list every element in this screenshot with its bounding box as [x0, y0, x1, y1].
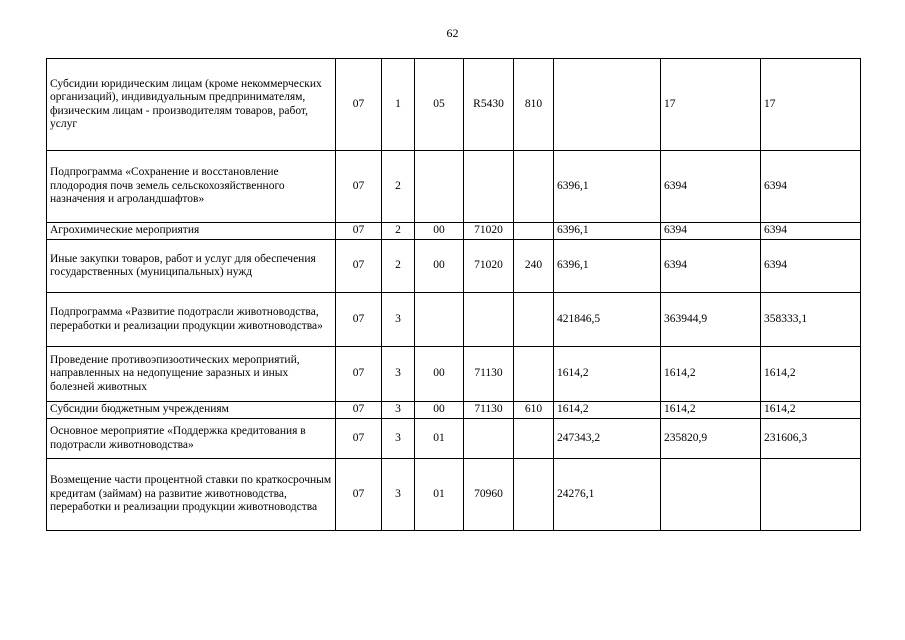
amount-1: 421846,5 — [554, 293, 661, 347]
amount-1: 6396,1 — [554, 240, 661, 293]
direction-code — [464, 151, 514, 223]
section-code: 07 — [336, 459, 382, 531]
section-code: 07 — [336, 419, 382, 459]
subprogram-code: 00 — [415, 347, 464, 402]
expense-type-code: 810 — [514, 59, 554, 151]
amount-1: 6396,1 — [554, 151, 661, 223]
table-row — [47, 419, 861, 459]
expense-type-code: 240 — [514, 240, 554, 293]
section-code: 07 — [336, 347, 382, 402]
row-name: Иные закупки товаров, работ и услуг для обеспечения государственных (муниципальных) нужд — [47, 240, 336, 293]
page-number: 62 — [446, 26, 459, 40]
amount-2: 6394 — [661, 240, 761, 293]
budget-table — [46, 58, 861, 531]
amount-2: 1614,2 — [661, 347, 761, 402]
subprogram-code: 01 — [415, 459, 464, 531]
expense-type-code — [514, 459, 554, 531]
amount-3: 6394 — [761, 151, 861, 223]
direction-code: 70960 — [464, 459, 514, 531]
table-row — [47, 347, 861, 402]
program-code: 3 — [382, 419, 415, 459]
section-code: 07 — [336, 223, 382, 240]
direction-code: 71130 — [464, 347, 514, 402]
direction-code: R5430 — [464, 59, 514, 151]
program-code: 3 — [382, 459, 415, 531]
section-code: 07 — [336, 240, 382, 293]
table-row — [47, 223, 861, 240]
subprogram-code — [415, 151, 464, 223]
direction-code — [464, 293, 514, 347]
amount-2: 6394 — [661, 151, 761, 223]
table-row — [47, 240, 861, 293]
row-name: Возмещение части процентной ставки по краткосрочным кредитам (займам) на развитие животноводства, переработки и реализации продукции животноводства — [47, 459, 336, 531]
program-code: 2 — [382, 151, 415, 223]
direction-code: 71020 — [464, 240, 514, 293]
amount-3: 358333,1 — [761, 293, 861, 347]
amount-1: 1614,2 — [554, 402, 661, 419]
amount-1 — [554, 59, 661, 151]
amount-3: 1614,2 — [761, 347, 861, 402]
subprogram-code — [415, 293, 464, 347]
row-name: Субсидии юридическим лицам (кроме некоммерческих организаций), индивидуальным предпринимателям, физическим лицам - производителям товаров, работ, услуг — [47, 59, 336, 151]
program-code: 3 — [382, 347, 415, 402]
table-row — [47, 151, 861, 223]
amount-2 — [661, 459, 761, 531]
amount-1: 247343,2 — [554, 419, 661, 459]
table-row — [47, 402, 861, 419]
row-name: Агрохимические мероприятия — [47, 223, 336, 240]
amount-3: 17 — [761, 59, 861, 151]
amount-2: 235820,9 — [661, 419, 761, 459]
row-name: Подпрограмма «Развитие подотрасли животноводства, переработки и реализации продукции животноводства» — [47, 293, 336, 347]
direction-code: 71020 — [464, 223, 514, 240]
program-code: 3 — [382, 293, 415, 347]
expense-type-code — [514, 293, 554, 347]
row-name: Основное мероприятие «Поддержка кредитования в подотрасли животноводства» — [47, 419, 336, 459]
subprogram-code: 05 — [415, 59, 464, 151]
expense-type-code — [514, 347, 554, 402]
section-code: 07 — [336, 293, 382, 347]
program-code: 3 — [382, 402, 415, 419]
amount-1: 1614,2 — [554, 347, 661, 402]
program-code: 2 — [382, 240, 415, 293]
amount-2: 363944,9 — [661, 293, 761, 347]
row-name: Подпрограмма «Сохранение и восстановление плодородия почв земель сельскохозяйственного назначения и агроландшафтов» — [47, 151, 336, 223]
amount-3: 231606,3 — [761, 419, 861, 459]
direction-code — [464, 419, 514, 459]
amount-2: 1614,2 — [661, 402, 761, 419]
program-code: 2 — [382, 223, 415, 240]
amount-3: 6394 — [761, 240, 861, 293]
subprogram-code: 01 — [415, 419, 464, 459]
subprogram-code: 00 — [415, 402, 464, 419]
expense-type-code: 610 — [514, 402, 554, 419]
amount-2: 17 — [661, 59, 761, 151]
subprogram-code: 00 — [415, 240, 464, 293]
row-name: Субсидии бюджетным учреждениям — [47, 402, 336, 419]
amount-1: 24276,1 — [554, 459, 661, 531]
subprogram-code: 00 — [415, 223, 464, 240]
row-name: Проведение противоэпизоотических мероприятий, направленных на недопущение заразных и иных болезней животных — [47, 347, 336, 402]
section-code: 07 — [336, 59, 382, 151]
section-code: 07 — [336, 151, 382, 223]
amount-3 — [761, 459, 861, 531]
program-code: 1 — [382, 59, 415, 151]
amount-3: 1614,2 — [761, 402, 861, 419]
amount-2: 6394 — [661, 223, 761, 240]
amount-1: 6396,1 — [554, 223, 661, 240]
table-row — [47, 59, 861, 151]
expense-type-code — [514, 223, 554, 240]
expense-type-code — [514, 419, 554, 459]
table-row — [47, 293, 861, 347]
section-code: 07 — [336, 402, 382, 419]
table-row — [47, 459, 861, 531]
amount-3: 6394 — [761, 223, 861, 240]
expense-type-code — [514, 151, 554, 223]
direction-code: 71130 — [464, 402, 514, 419]
